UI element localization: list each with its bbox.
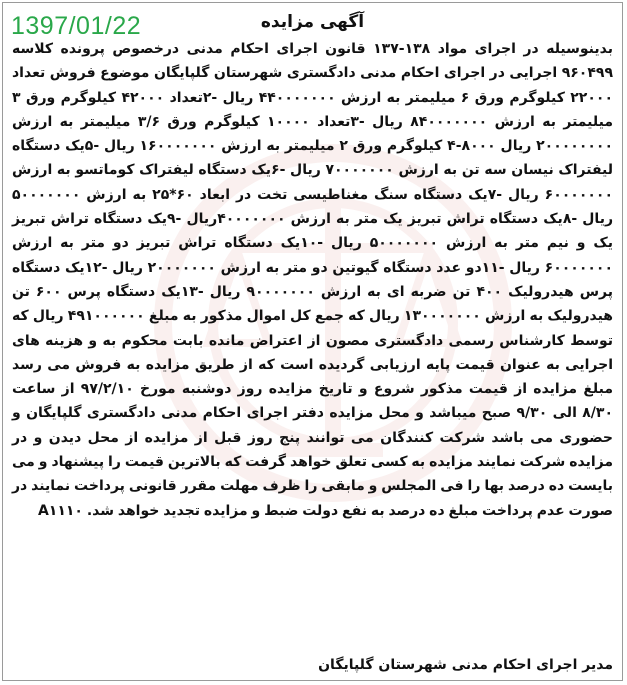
notice-frame	[2, 2, 623, 681]
notice-body: بدینوسیله در اجرای مواد ۱۳۸-۱۳۷ قانون اجرای احکام مدنی درخصوص پرونده کلاسه ۹۶۰۴۹۹ اجرایی در اجرای احکام مدنی دادگستری شهرستان گلپایگان موضوع فروش تعداد ۲۲۰۰۰ کیلوگرم ورق ۶ میلیمتر به ارزش ۴۴۰۰۰۰۰۰۰ ریال -۲تعداد ۴۲۰۰۰ کیلوگرم ورق ۳ میلیمتر به ارزش ۸۴۰۰۰۰۰۰۰ ریال -۳تعداد ۱۰۰۰۰ کیلوگرم ورق ۳/۶ میلیمتر به ارزش ۲۰۰۰۰۰۰۰۰ ریال ۸۰۰۰-۴ کیلوگرم ورق ۲ میلیمتر به ارزش ۱۶۰۰۰۰۰۰۰ ریال -۵یک دستگاه لیفتراک نیسان سه تن به ارزش ۷۰۰۰۰۰۰۰ ریال -۶یک دستگاه لیفتراک کوماتسو به ارزش ۶۰۰۰۰۰۰۰ ریال -۷یک دستگاه سنگ مغناطیسی تخت در ابعاد ۶۰*۲۵ به ارزش ۵۰۰۰۰۰۰۰ ریال -۸یک دستگاه تراش تبریز یک متر به ارزش ۴۰۰۰۰۰۰۰ریال -۹یک دستگاه تراش تبریز یک و نیم متر به ارزش ۵۰۰۰۰۰۰۰ ریال -۱۰یک دستگاه تراش تبریز دو متر به ارزش ۶۰۰۰۰۰۰۰ ریال -۱۱دو عدد دستگاه گیوتین دو متر به ارزش ۲۰۰۰۰۰۰۰ ریال -۱۲یک دستگاه پرس هیدرولیک ۴۰۰ تن ضربه ای به ارزش ۹۰۰۰۰۰۰۰ ریال -۱۳یک دستگاه پرس ۶۰۰ تن هیدرولیک به ارزش ۱۳۰۰۰۰۰۰۰ ریال که جمع کل اموال مذکور به مبلغ ۴۹۱۰۰۰۰۰۰ ریال که توسط کارشناس رسمی دادگستری مصون از اعتراض مانده بابت محکوم به و هزینه های اجرایی به عنوان قیمت پایه ارزیابی گردیده است که از طریق مزایده به فروش می رسد مبلغ مزایده از قیمت مذکور شروع و تاریخ مزایده روز دوشنبه مورخ ۹۷/۲/۱۰ از ساعت ۸/۳۰ الی ۹/۳۰ صبح میباشد و محل مزایده دفتر اجرای احکام مدنی دادگستری گلپایگان و حضوری می باشد شرکت کنندگان می توانند پنج روز قبل از مزایده از محل دیدن و در مزایده شرکت نمایند مزایده به کسی تعلق خواهد گرفت که بالاترین قیمت را پیشنهاد و می بایست ده درصد بها را فی المجلس و مابقی را ظرف مهلت مقرر قانونی پرداخت نمایند در صورت عدم پرداخت مبلغ ده درصد به نفع دولت ضبط و مزایده تجدید خواهد شد. A۱۱۱۰	[12, 41, 614, 519]
date-stamp: 1397/01/22	[11, 12, 142, 40]
notice-title: آگهی مزایده	[260, 12, 365, 32]
notice-signature: مدیر اجرای احکام مدنی شهرستان گلپایگان	[318, 657, 613, 673]
